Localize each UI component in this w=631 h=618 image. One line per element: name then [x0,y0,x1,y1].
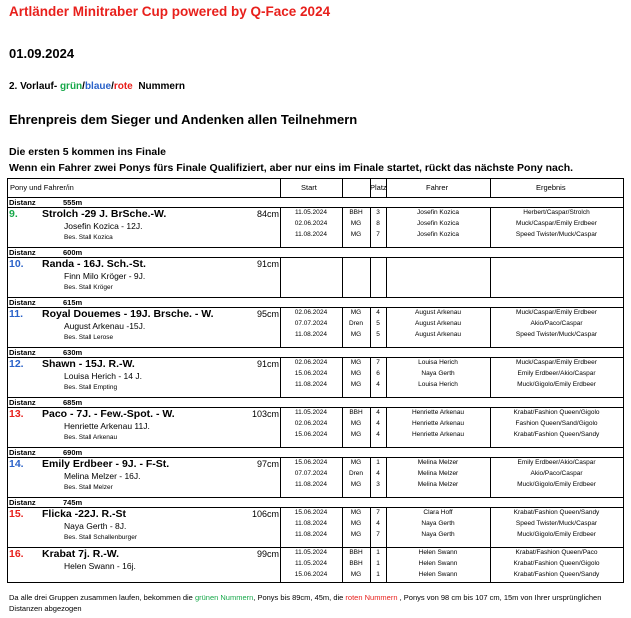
result-venue: BBH [349,209,363,216]
driver-name: Melina Melzer - 16J. [64,471,141,481]
distanz-label: Distanz [9,448,36,457]
distanz-value: 690m [63,448,83,457]
result-driver: Clara Hoff [423,509,453,516]
distanz-value: 685m [63,398,83,407]
pony-height: 84cm [256,209,279,219]
result-podium: Speed Twister/Muck/Caspar [515,331,598,338]
result-place: 7 [376,509,380,516]
column-divider [370,179,371,197]
result-date: 11.05.2024 [294,409,328,416]
result-podium: Krabat/Fashion Queen/Paco [515,549,598,556]
result-driver: Henriette Arkenau [411,420,465,427]
result-date: 07.07.2024 [294,470,328,477]
start-number: 15. [9,508,24,520]
result-venue: MG [350,481,362,488]
result-venue: MG [350,420,362,427]
result-venue: MG [350,520,362,527]
pony-name: Royal Douemes - 19J. Brsche. - W. [42,308,214,320]
result-place: 4 [376,470,380,477]
result-podium: Krabat/Fashion Queen/Sandy [513,431,600,438]
col-header-start: Start [301,183,317,192]
distanz-label: Distanz [9,298,36,307]
result-place: 7 [376,531,380,538]
result-venue: MG [350,359,362,366]
distanz-label: Distanz [9,348,36,357]
result-podium: Muck/Caspar/Emily Erdbeer [516,220,597,227]
result-podium: Akio/Paco/Caspar [530,320,583,327]
result-driver: August Arkenau [415,331,461,338]
result-place: 5 [376,331,380,338]
result-venue: BBH [349,549,363,556]
result-place: 4 [376,420,380,427]
pony-height: 106cm [251,509,279,519]
column-divider [280,179,281,197]
result-driver: Naya Gerth [421,370,455,377]
pony-height: 91cm [256,359,279,369]
row-divider [8,447,623,448]
start-number: 11. [9,308,24,320]
honor-prize-heading: Ehrenpreis dem Sieger und Andenken allen Teilnehmern [9,112,358,127]
result-venue: MG [350,331,362,338]
result-driver: Louisa Herich [418,359,458,366]
result-driver: Naya Gerth [421,520,455,527]
result-date: 02.06.2024 [294,220,328,227]
footer-note [9,592,624,614]
footer-green-numbers: grünen Nummern [194,593,254,602]
slash: / [82,81,85,92]
result-venue: MG [350,309,362,316]
row-divider [8,497,623,498]
start-number: 14. [9,458,24,470]
result-date: 11.08.2024 [294,331,328,338]
pony-name: Flicka -22J. R.-St [42,508,127,520]
stable-owner: Bes. Stall Empting [64,384,118,391]
result-driver: Helen Swann [418,549,458,556]
driver-name: Henriette Arkenau 11J. [64,421,150,431]
results-table [7,178,624,583]
result-driver: Josefin Kozica [417,209,459,216]
pony-name: Krabat 7j. R.-W. [42,548,120,560]
footer-text: , Ponys von 98 cm bis 107 cm, 15m von Ihrer ursprünglichen Distanzen abgezogen [9,593,602,613]
result-venue: MG [350,381,362,388]
result-venue: MG [350,431,362,438]
result-podium: Krabat/Fashion Queen/Gigolo [513,409,600,416]
result-venue: MG [350,231,362,238]
pony-height: 99cm [256,549,279,559]
col-header-fahrer: Fahrer [426,183,449,192]
column-divider [342,257,343,297]
result-place: 3 [376,209,380,216]
result-podium: Krabat/Fashion Queen/Gigolo [513,560,600,567]
result-podium: Akio/Paco/Caspar [530,470,583,477]
pony-height: 103cm [251,409,279,419]
result-podium: Emily Erdbeer/Akio/Caspar [517,370,596,377]
distanz-label: Distanz [9,398,36,407]
result-place: 7 [376,231,380,238]
result-venue: MG [350,220,362,227]
result-podium: Muck/Caspar/Emily Erdbeer [516,359,597,366]
result-place: 1 [376,459,380,466]
result-driver: Melina Melzer [417,481,459,488]
result-date: 15.06.2024 [294,459,328,466]
result-venue: Dren [348,470,364,477]
footer-text: , Ponys bis 89cm, 45m, die [253,593,346,602]
pony-name: Paco - 7J. - Few.-Spot. - W. [42,408,175,420]
result-place: 4 [376,520,380,527]
result-date: 02.06.2024 [294,359,328,366]
result-date: 11.08.2024 [294,381,328,388]
pony-name: Emily Erdbeer - 9J. - F-St. [42,458,170,470]
result-venue: MG [350,509,362,516]
pony-height: 97cm [256,459,279,469]
result-driver: August Arkenau [415,320,461,327]
stable-owner: Bes. Stall Melzer [64,484,113,491]
stable-owner: Bes. Stall Schallenburger [64,534,137,541]
column-divider [342,179,343,197]
result-date: 15.06.2024 [294,509,328,516]
document-title: Artländer Minitraber Cup powered by Q-Face 2024 [9,4,331,19]
result-date: 11.05.2024 [294,549,328,556]
pony-name: Shawn - 15J. R.-W. [42,358,135,370]
driver-name: Naya Gerth - 8J. [64,521,127,531]
result-driver: Helen Swann [418,560,458,567]
result-podium: Muck/Gigolo/Emily Erdbeer [517,481,596,488]
distanz-value: 600m [63,248,83,257]
row-divider [8,347,623,348]
result-venue: Dren [348,320,364,327]
driver-name: Louisa Herich - 14 J. [64,371,142,381]
column-divider [370,257,371,297]
distanz-value: 630m [63,348,83,357]
distanz-value: 555m [63,198,83,207]
result-place: 8 [376,220,380,227]
result-podium: Krabat/Fashion Queen/Sandy [513,571,600,578]
result-date: 11.05.2024 [294,560,328,567]
pony-name: Randa - 16J. Sch.-St. [42,258,146,270]
round-suffix: Nummern [138,81,185,92]
row-divider [8,397,623,398]
result-podium: Fashion Queen/Sand/Gigolo [515,420,598,427]
result-place: 4 [376,309,380,316]
column-divider [386,179,387,197]
final-rule-note: Die ersten 5 kommen ins Finale [9,146,166,158]
color-red-label: rote [113,81,133,92]
result-podium: Krabat/Fashion Queen/Sandy [513,509,600,516]
result-driver: Henriette Arkenau [411,431,465,438]
row-divider [8,297,623,298]
result-driver: Melina Melzer [417,470,459,477]
start-number: 10. [9,258,24,270]
result-date: 15.06.2024 [294,370,328,377]
pony-name: Strolch -29 J. BrSche.-W. [42,208,167,220]
distanz-value: 615m [63,298,83,307]
driver-name: Josefin Kozica - 12J. [64,221,143,231]
result-place: 1 [376,560,380,567]
result-driver: Josefin Kozica [417,220,459,227]
result-driver: Melina Melzer [417,459,459,466]
result-date: 15.06.2024 [294,571,328,578]
round-prefix: 2. Vorlauf- [9,81,58,92]
stable-owner: Bes. Stall Kröger [64,284,113,291]
result-place: 4 [376,381,380,388]
result-venue: MG [350,571,362,578]
event-date: 01.09.2024 [9,46,75,61]
result-venue: MG [350,531,362,538]
result-venue: BBH [349,560,363,567]
result-driver: August Arkenau [415,309,461,316]
result-date: 11.08.2024 [294,531,328,538]
driver-name: August Arkenau -15J. [64,321,146,331]
result-place: 4 [376,409,380,416]
result-podium: Speed Twister/Muck/Caspar [515,231,598,238]
stable-owner: Bes. Stall Arkenau [64,434,118,441]
result-date: 11.08.2024 [294,520,328,527]
result-date: 07.07.2024 [294,320,328,327]
result-date: 11.08.2024 [294,481,328,488]
column-divider [386,257,387,297]
stable-owner: Bes. Stall Lerose [64,334,114,341]
result-date: 15.06.2024 [294,431,328,438]
result-podium: Herbert/Caspar/Strolch [523,209,590,216]
round-heading [9,81,185,92]
table-header [8,179,623,198]
column-divider [280,257,281,297]
distanz-label: Distanz [9,248,36,257]
col-header-pony: Pony und Fahrer/in [10,183,74,192]
result-place: 7 [376,359,380,366]
driver-name: Helen Swann - 16j. [64,561,136,571]
result-driver: Josefin Kozica [417,231,459,238]
result-place: 3 [376,481,380,488]
distanz-label: Distanz [9,498,36,507]
result-date: 11.05.2024 [294,209,328,216]
result-place: 1 [376,549,380,556]
result-date: 02.06.2024 [294,309,328,316]
result-driver: Louisa Herich [418,381,458,388]
result-podium: Speed Twister/Muck/Caspar [515,520,598,527]
pony-height: 91cm [256,259,279,269]
qualification-rule-note: Wenn ein Fahrer zwei Ponys fürs Finale Qualifiziert, aber nur eins im Finale startet, rückt das nächste Pony nach. [9,162,574,174]
color-blue-label: blaue [84,81,112,92]
result-place: 5 [376,320,380,327]
start-number: 13. [9,408,24,420]
result-driver: Naya Gerth [421,531,455,538]
distanz-label: Distanz [9,198,36,207]
row-divider [8,197,623,198]
result-podium: Muck/Gigolo/Emily Erdbeer [517,531,596,538]
result-podium: Muck/Caspar/Emily Erdbeer [516,309,597,316]
result-place: 1 [376,571,380,578]
result-podium: Emily Erdbeer/Akio/Caspar [517,459,596,466]
result-place: 6 [376,370,380,377]
result-venue: MG [350,370,362,377]
footer-text: Da alle drei Gruppen zusammen laufen, bekommen die [9,593,195,602]
result-place: 4 [376,431,380,438]
pony-height: 95cm [256,309,279,319]
result-venue: BBH [349,409,363,416]
slash: / [111,81,114,92]
row-divider [8,247,623,248]
col-header-ergebnis: Ergebnis [536,183,566,192]
start-number: 9. [9,208,18,220]
color-green-label: grün [59,81,83,92]
start-number: 12. [9,358,24,370]
column-divider [490,179,491,197]
stable-owner: Bes. Stall Kozica [64,234,113,241]
footer-red-numbers: roten Nummern [345,593,398,602]
column-divider [490,257,491,297]
driver-name: Finn Milo Kröger - 9J. [64,271,146,281]
start-number: 16. [9,548,24,560]
result-date: 11.08.2024 [294,231,328,238]
result-driver: Henriette Arkenau [411,409,465,416]
col-header-platz: Platz [370,183,387,192]
result-date: 02.06.2024 [294,420,328,427]
result-venue: MG [350,459,362,466]
result-podium: Muck/Gigolo/Emily Erdbeer [517,381,596,388]
distanz-value: 745m [63,498,83,507]
result-driver: Helen Swann [418,571,458,578]
